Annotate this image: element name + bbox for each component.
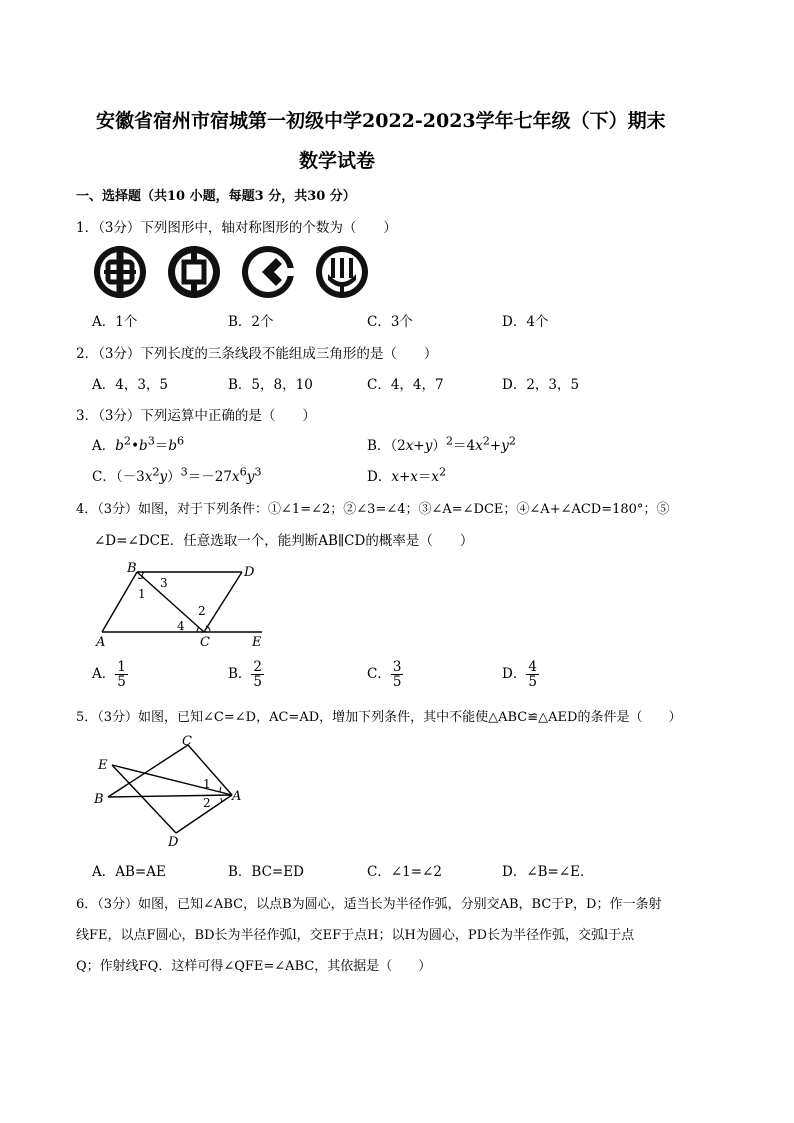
icbc-logo-icon (168, 246, 220, 298)
question-2-option-c[interactable]: C．4，4，7 (367, 377, 444, 393)
fig5-label-D: D (168, 835, 179, 847)
question-4-option-c[interactable]: C． $\frac{3}{5}$ (367, 659, 402, 691)
question-3-stem: 3．（3分）下列运算中正确的是（ ） (76, 408, 316, 424)
fig5-label-1: 1 (203, 777, 211, 791)
question-2-stem: 2．（3分）下列长度的三条线段不能组成三角形的是（ ） (76, 346, 438, 362)
fig4-label-E: E (252, 635, 262, 650)
question-5-option-b[interactable]: B．BC=ED (228, 864, 304, 880)
fig5-label-E: E (98, 758, 108, 773)
question-1-option-b[interactable]: B．2个 (228, 314, 274, 330)
question-5-option-d[interactable]: D．∠B=∠E． (502, 864, 594, 880)
fig5-label-C: C (182, 735, 192, 749)
question-1-stem: 1．（3分）下列图形中，轴对称图形的个数为（ ） (76, 220, 397, 236)
question-1-logos (90, 244, 380, 300)
fig4-label-D: D (244, 565, 255, 580)
question-4-option-b[interactable]: B． $\frac{2}{5}$ (228, 659, 263, 691)
fig4-label-1: 1 (138, 587, 146, 601)
question-3-option-c[interactable]: C．$(-3x^2y)^3=-27x^6y^3$ (92, 465, 262, 485)
fig4-label-C: C (200, 635, 210, 650)
question-5-option-c[interactable]: C．∠1=∠2 (367, 864, 442, 880)
question-3-option-b[interactable]: B．$(2x+y)^2=4x^2+y^2$ (367, 434, 517, 454)
question-6-line2: 线FE，以点F圆心，BD长为半径作弧l，交EF于点H；以H为圆心，PD长为半径作弧，交弧l于点 (76, 928, 635, 943)
exam-title-line1: 安徽省宿州市宿城第一初级中学2022-2023学年七年级（下）期末 (96, 110, 666, 132)
question-3-option-d[interactable]: D．$x+x=x^2$ (367, 465, 447, 485)
question-2-option-a[interactable]: A．4，3，5 (92, 377, 169, 393)
question-4-stem-line1: 4．（3分）如图，对于下列条件：①∠1=∠2；②∠3=∠4；③∠A=∠DCE；④∠A+∠ACD=180°；⑤ (76, 502, 670, 517)
question-6-line1: 6．（3分）如图，已知∠ABC，以点B为圆心，适当长为半径作弧，分别交AB，BC于P，D；作一条射 (76, 897, 662, 912)
question-2-option-d[interactable]: D．2，3，5 (502, 377, 580, 393)
fig5-label-A: A (232, 789, 242, 804)
question-6-line3: Q；作射线FQ．这样可得∠QFE=∠ABC，其依据是（ ） (76, 959, 432, 974)
fig4-label-4: 4 (177, 619, 185, 633)
question-5-stem: 5．（3分）如图，已知∠C=∠D，AC=AD，增加下列条件，其中不能使△ABC≌△AED的条件是（ ） (76, 710, 682, 725)
question-4-option-a[interactable]: A． $\frac{1}{5}$ (92, 659, 126, 691)
question-1-option-a[interactable]: A．1个 (92, 314, 138, 330)
question-5-option-a[interactable]: A．AB=AE (92, 864, 166, 880)
fig4-label-2: 2 (198, 604, 206, 618)
bank-of-china-logo-icon (94, 246, 146, 298)
fig4-label-3: 3 (160, 576, 168, 590)
question-4-figure (92, 560, 272, 652)
section-heading: 一、选择题（共10 小题，每题3 分，共30 分） (76, 189, 356, 204)
abc-logo-icon (316, 246, 368, 298)
question-3-option-a[interactable]: A．$b^2•b^3=b^6$ (92, 434, 185, 454)
fig4-label-A: A (96, 635, 106, 650)
question-4-option-d[interactable]: D． $\frac{4}{5}$ (502, 659, 537, 691)
question-5-figure (90, 735, 250, 847)
question-1-option-d[interactable]: D．4个 (502, 314, 549, 330)
question-4-stem-line2: ∠D=∠DCE．任意选取一个，能判断AB∥CD的概率是（ ） (94, 533, 474, 549)
ccb-logo-icon (242, 246, 294, 298)
fig4-label-B: B (127, 561, 137, 576)
exam-title-line2: 数学试卷 (299, 150, 376, 172)
question-2-option-b[interactable]: B．5，8，10 (228, 377, 313, 393)
fig5-label-2: 2 (203, 796, 211, 810)
fig5-label-B: B (94, 792, 104, 807)
question-1-option-c[interactable]: C．3个 (367, 314, 413, 330)
